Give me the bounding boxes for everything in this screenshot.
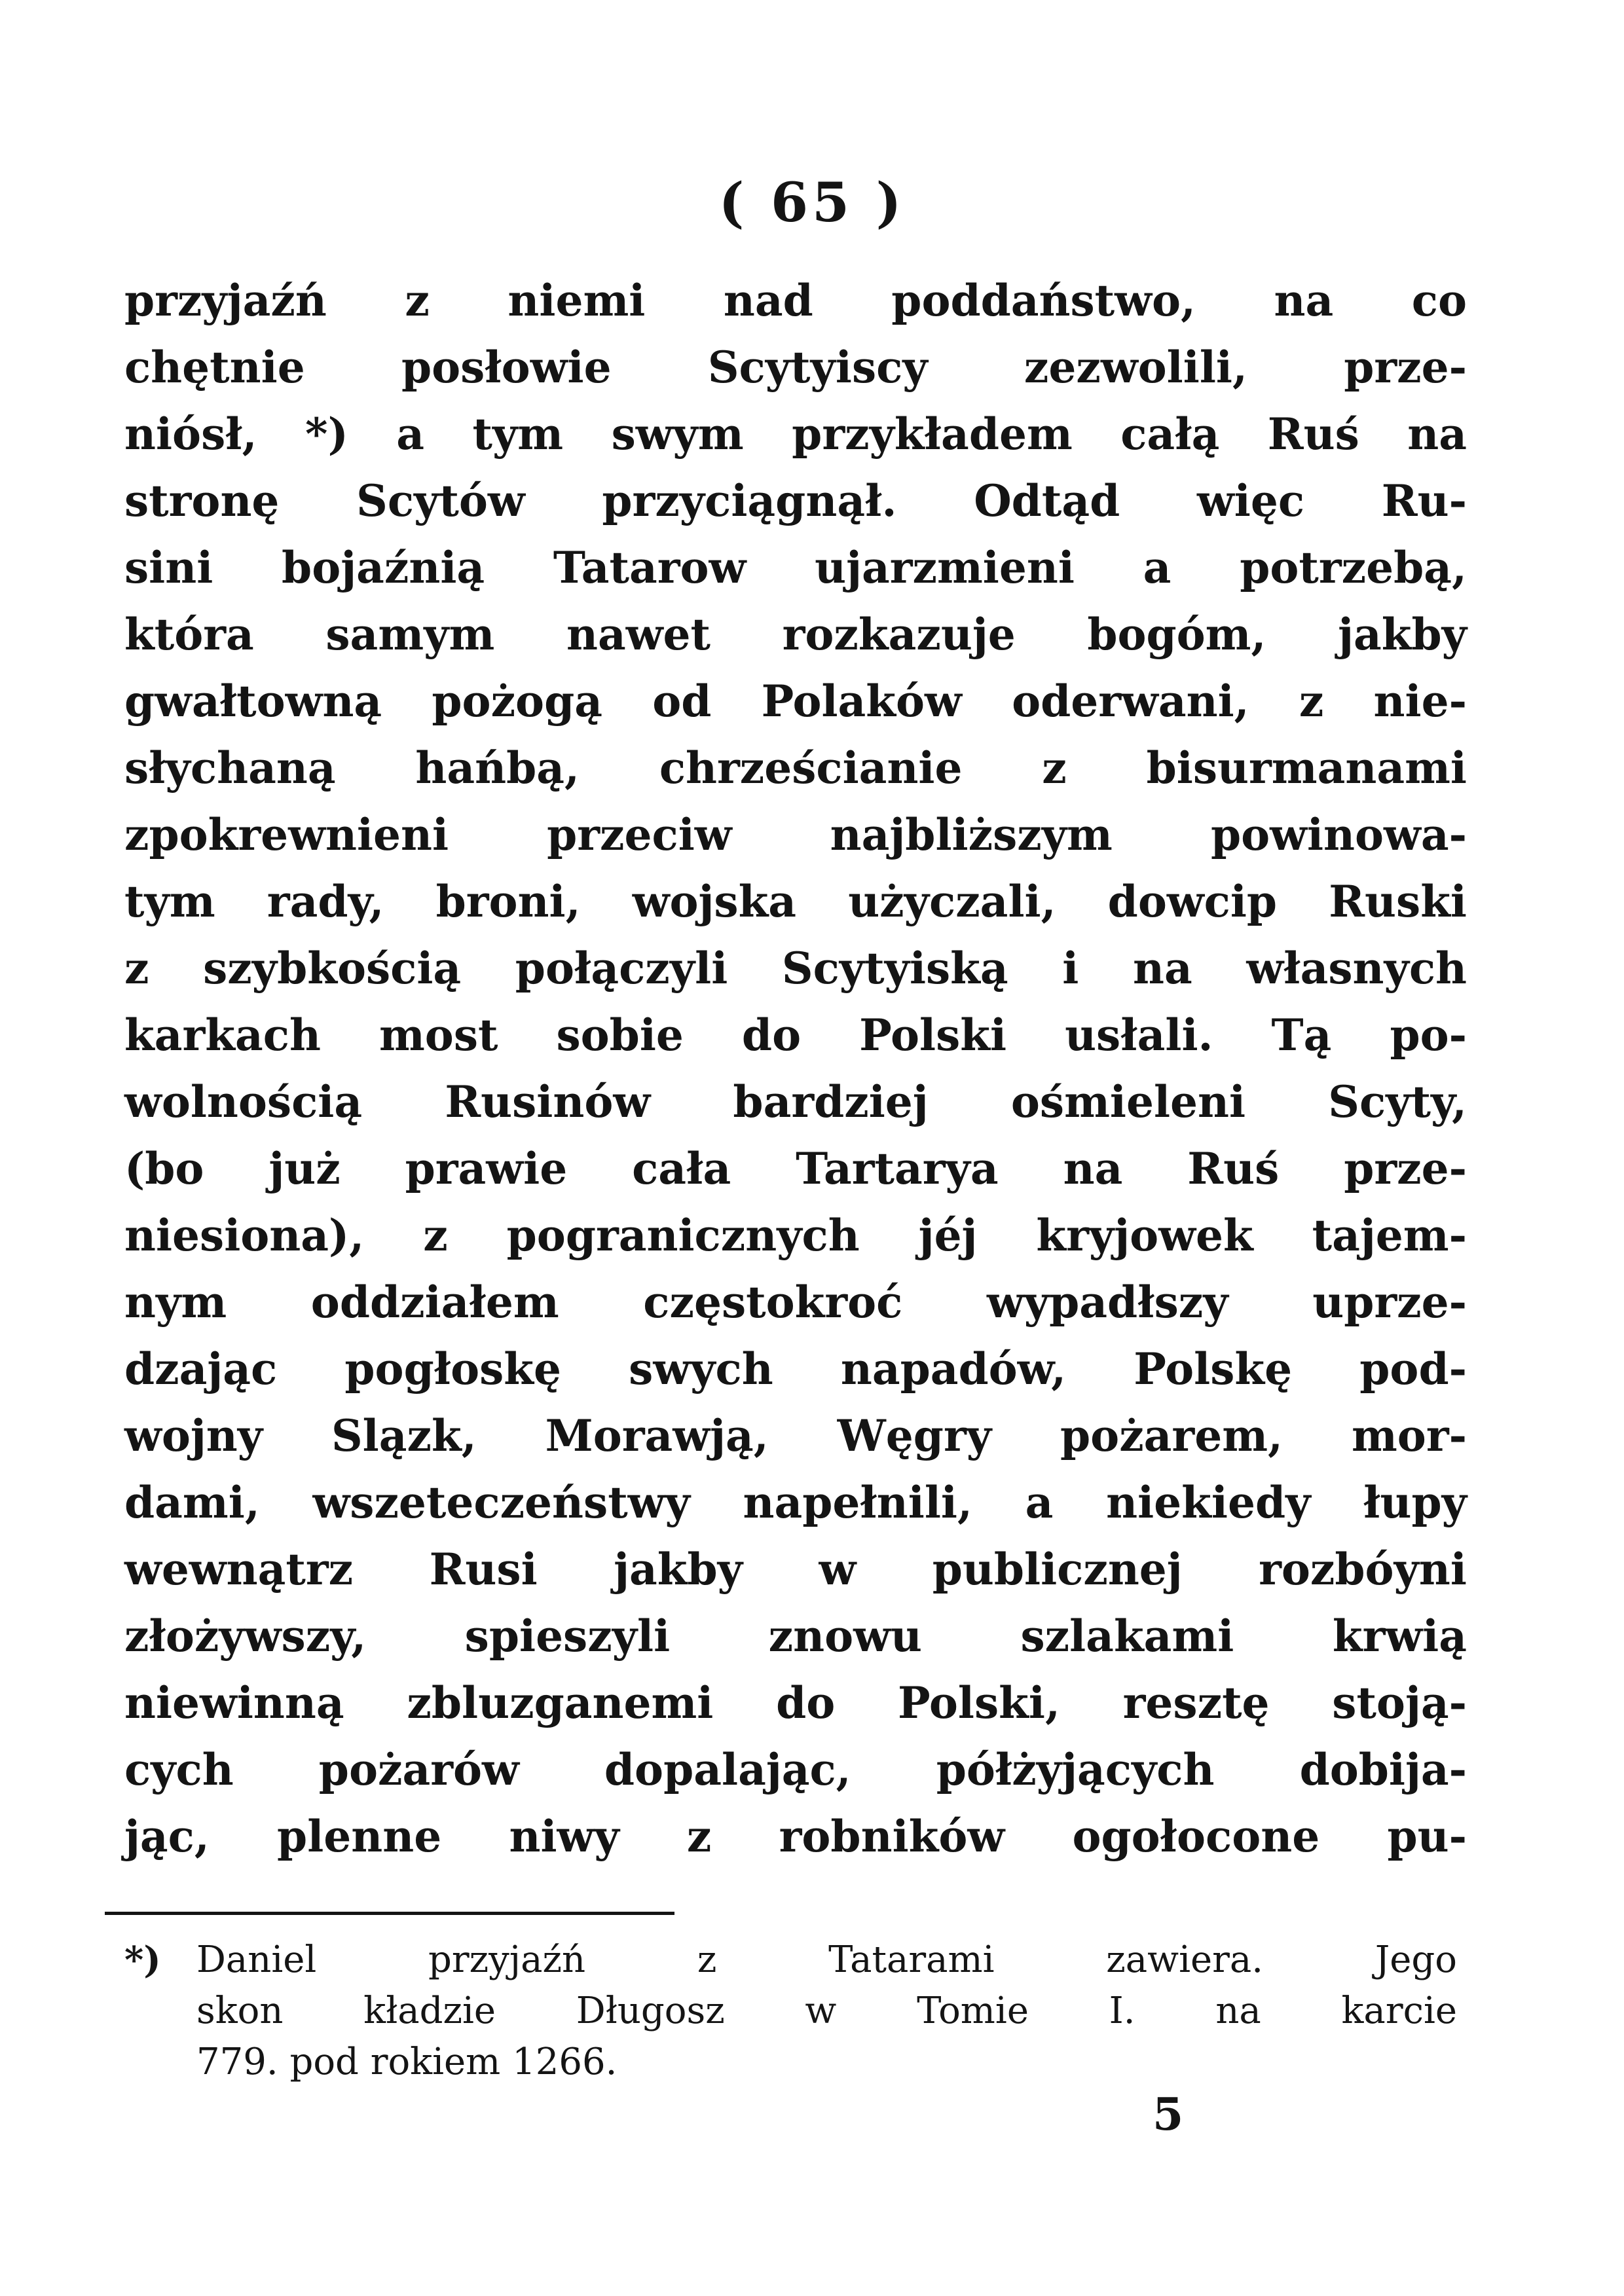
text-line: karkach most sobie do Polski usłali. Tą po- (124, 1010, 1467, 1061)
text-line: jąc, plenne niwy z robników ogołocone pu- (124, 1811, 1467, 1862)
text-line: przyjaźń z niemi nad poddaństwo, na co (124, 275, 1467, 326)
signature-mark: 5 (1153, 2088, 1184, 2141)
text-line: niesiona), z pogranicznych jéj kryjowek tajem- (124, 1210, 1467, 1261)
text-line: sini bojaźnią Tatarow ujarzmieni a potrzebą, (124, 542, 1467, 593)
text-line: wewnątrz Rusi jakby w publicznej rozbóyni (124, 1544, 1467, 1595)
text-line: chętnie posłowie Scytyiscy zezwolili, prze- (124, 342, 1467, 393)
footnote-marker: *) (124, 1939, 161, 1982)
footnote (124, 1935, 1457, 2088)
text-line: (bo już prawie cała Tartarya na Ruś prze- (124, 1143, 1467, 1194)
footnote-line: 779. pod rokiem 1266. (196, 2041, 618, 2083)
text-line: cych pożarów dopalając, półżyjących dobija- (124, 1744, 1467, 1795)
text-line: tym rady, broni, wojska użyczali, dowcip Ruski (124, 876, 1467, 927)
text-line: złożywszy, spieszyli znowu szlakami krwią (124, 1611, 1467, 1662)
text-line: słychaną hańbą, chrześcianie z bisurmanami (124, 742, 1467, 793)
text-line: niósł, *) a tym swym przykładem całą Ruś na (124, 409, 1467, 460)
text-line: stronę Scytów przyciągnął. Odtąd więc Ru- (124, 475, 1467, 526)
text-line: nym oddziałem częstokroć wypadłszy uprze- (124, 1277, 1467, 1328)
footnote-line: Daniel przyjaźń z Tatarami zawiera. Jego (196, 1939, 1457, 1981)
text-line: z szybkością połączyli Scytyiską i na własnych (124, 943, 1467, 994)
text-line: gwałtowną pożogą od Polaków oderwani, z nie- (124, 676, 1467, 727)
text-line: wojny Slązk, Morawją, Węgry pożarem, mor- (124, 1410, 1467, 1461)
text-line: dzając pogłoskę swych napadów, Polskę pod- (124, 1343, 1467, 1394)
footnote-line: skon kładzie Długosz w Tomie I. na karcie (196, 1990, 1457, 2032)
text-line: która samym nawet rozkazuje bogóm, jakby (124, 609, 1467, 660)
text-line: dami, wszeteczeństwy napełnili, a niekiedy łupy (124, 1477, 1467, 1528)
main-text (124, 267, 1467, 1870)
footnote-divider (105, 1912, 674, 1915)
text-line: niewinną zbluzganemi do Polski, resztę stoją- (124, 1677, 1467, 1728)
text-line: wolnością Rusinów bardziej ośmieleni Scyty, (124, 1076, 1467, 1127)
page-number-header: ( 65 ) (718, 172, 906, 234)
text-line: zpokrewnieni przeciw najbliższym powinowa- (124, 809, 1467, 860)
